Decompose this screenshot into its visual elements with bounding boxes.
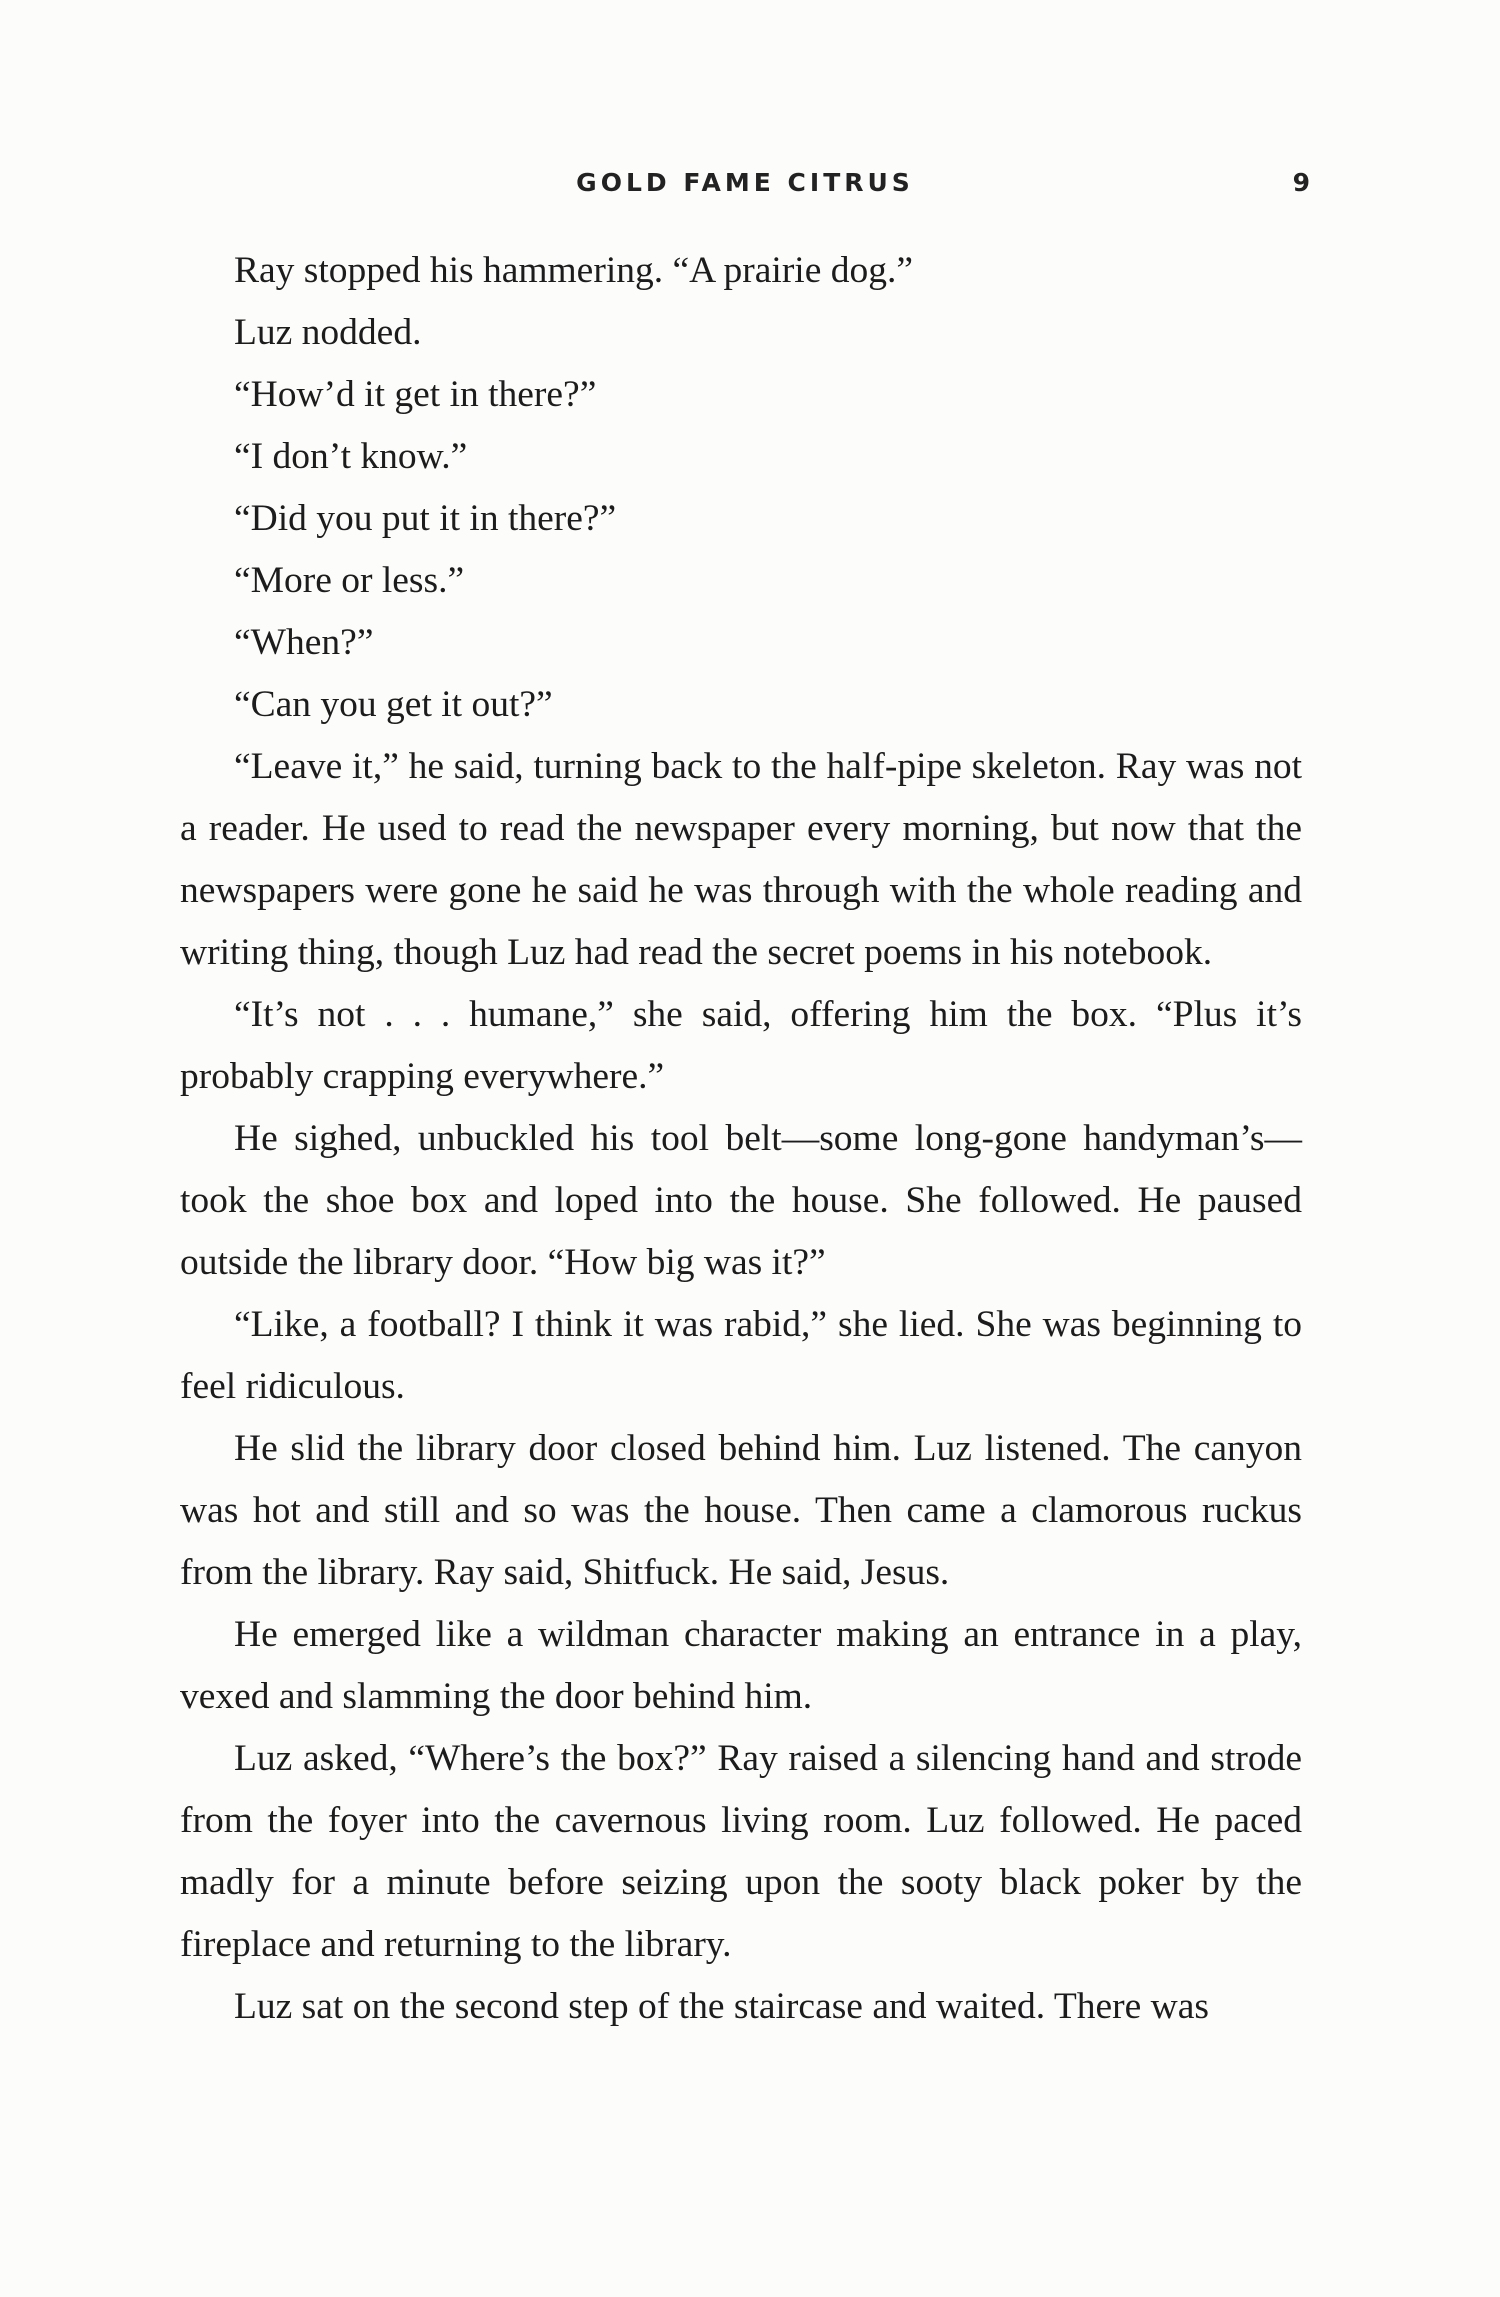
paragraph: Luz sat on the second step of the staircase and waited. There was: [234, 1986, 1209, 2027]
page-number: 9: [1292, 168, 1310, 197]
paragraph: “I don’t know.”: [234, 436, 468, 477]
paragraph: “Can you get it out?”: [234, 684, 553, 725]
body-text: [180, 240, 1302, 2038]
paragraph: Ray stopped his hammering. “A prairie dog.”: [234, 250, 914, 291]
paragraph: “Did you put it in there?”: [234, 498, 617, 539]
paragraph: “When?”: [234, 622, 374, 663]
paragraph: “Leave it,” he said, turning back to the half-pipe skeleton. Ray was not a reader. He used to read the newspaper every morning, but now that the newspapers were gone he said he was through with the whole reading and writing thing, though Luz had read the secret poems in his notebook.: [180, 746, 1302, 973]
paragraph: “It’s not . . . humane,” she said, offering him the box. “Plus it’s probably crapping everywhere.”: [180, 994, 1302, 1097]
book-title: GOLD FAME CITRUS: [576, 168, 914, 197]
paragraph: Luz nodded.: [234, 312, 422, 353]
paragraph: “More or less.”: [234, 560, 465, 601]
paragraph: He emerged like a wildman character making an entrance in a play, vexed and slamming the door behind him.: [180, 1614, 1302, 1717]
paragraph: Luz asked, “Where’s the box?” Ray raised a silencing hand and strode from the foyer into the cavernous living room. Luz followed. He paced madly for a minute before seizing upon the sooty black poker by the fireplace and returning to the library.: [180, 1738, 1302, 1965]
running-head: [180, 168, 1310, 208]
paragraph: He slid the library door closed behind him. Luz listened. The canyon was hot and still and so was the house. Then came a clamorous ruckus from the library. Ray said, Shitfuck. He said, Jesus.: [180, 1428, 1302, 1593]
paragraph: He sighed, unbuckled his tool belt—some long-gone handyman’s—took the shoe box and loped into the house. She followed. He paused outside the library door. “How big was it?”: [180, 1118, 1302, 1283]
paragraph: “How’d it get in there?”: [234, 374, 597, 415]
paragraph: “Like, a football? I think it was rabid,” she lied. She was beginning to feel ridiculous.: [180, 1304, 1302, 1407]
